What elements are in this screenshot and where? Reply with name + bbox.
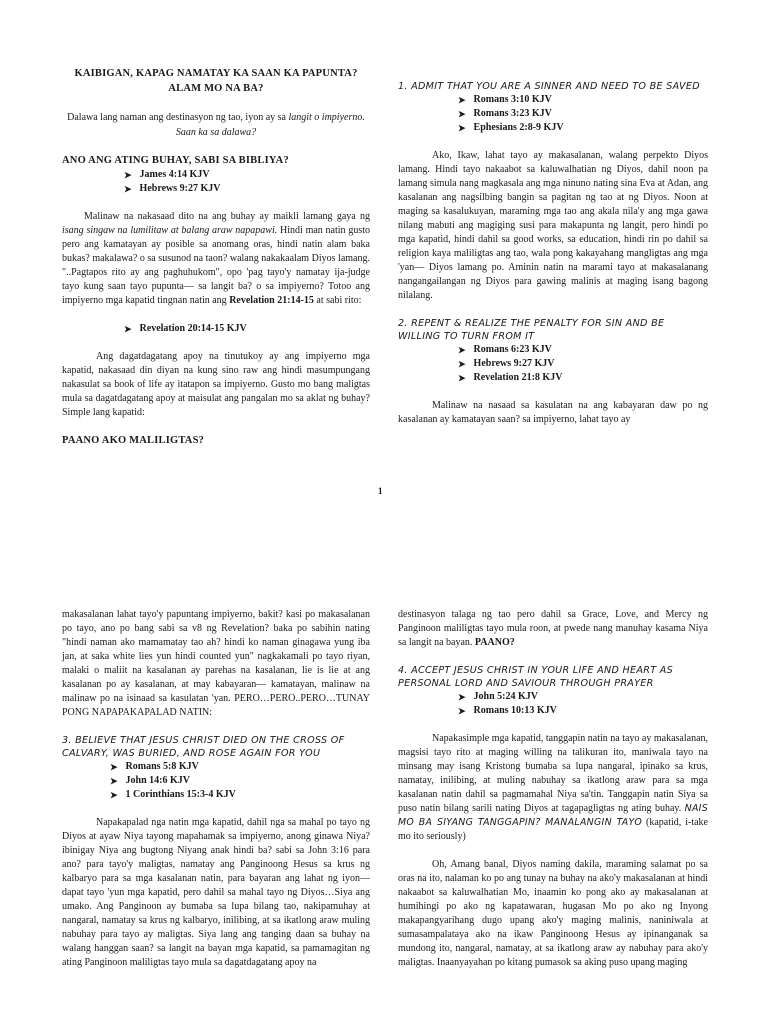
page2-left-column — [62, 608, 370, 970]
step-4-heading: 4. ACCEPT JESUS CHRIST IN YOUR LIFE AND HEART AS PERSONAL LORD AND SAVIOUR THROUGH PRAYER — [398, 665, 673, 689]
section-heading-life: ANO ANG ATING BUHAY, SABI SA BIBLIYA? — [62, 155, 289, 166]
document-title: KAIBIGAN, KAPAG NAMATAY KA SAAN KA PAPUNTA? ALAM MO NA BA? — [74, 68, 358, 94]
step-3-heading: 3. BELIEVE THAT JESUS CHRIST DIED ON THE CROSS OF CALVARY, WAS BURIED, AND ROSE AGAIN FOR YOU — [62, 735, 345, 759]
arrowhead-bullet-icon: ➤ — [458, 692, 466, 702]
reference-item: ➤ Romans 10:13 KJV — [458, 705, 557, 716]
arrowhead-bullet-icon: ➤ — [124, 184, 132, 194]
arrowhead-bullet-icon: ➤ — [458, 373, 466, 383]
paragraph: Ang dagatdagatang apoy na tinutukoy ay ang impiyerno mga kapatid, nakasaad din diyan na kung sino raw ang hindi masumpungang nakasulat sa book of life ay itatapon sa impiyerno. Gusto mo bang maligtas mula sa dagatdagatang apoy at maisulat ang pangalan mo sa aklat ng buhay? Simple lang kapatid: — [62, 351, 370, 418]
arrowhead-bullet-icon: ➤ — [458, 109, 466, 119]
section-heading-how: PAANO AKO MALILIGTAS? — [62, 435, 205, 446]
page1-right-column — [398, 80, 708, 427]
paragraph: Napakapalad nga natin mga kapatid, dahil nga sa mahal po tayo ng Diyos at ayaw Niya tayong mapahamak sa impiyerno, anong ginawa Niya? ibinigay Niya ang bugtong Niyang anak hindi ba? sabi sa John 3:16 para ano? para tayo'y maligtas, namatay ang Panginoong Hesus sa krus ng kalbaryo para sa mga kasalanan natin, para bayaran ang lahat ng iyon— dapat tayo 'yun mga kapatid, pero dahil sa mahal tayo ng Diyos…Siya ang umako. Ang Panginoon ay bumaba sa lupa bilang tao, nakipamuhay at nangaral, namatay sa krus ng kalbaryo, inilibing, at sa ikatlong araw muling nabuhay para tayo ay maligtas. Siya lang ang tanging daan sa buhay na walang hanggan saan? sa langit na bayan mga kapatid, sa pamamagitan ng ating Panginoon maliligtas tayo mula sa dagatdagatang apoy na — [62, 817, 370, 968]
reference-item: ➤ Revelation 20:14-15 KJV — [124, 323, 247, 334]
prayer-paragraph: Oh, Amang banal, Diyos naming dakila, maraming salamat po sa oras na ito, nalaman ko po ang tunay na buhay na ako'y makasalanan at hindi nakaabot sa kaluwalhatian Mo, inaamin ko pong ako ay makasalanan at humihingi po ako ng kapatawaran, hugasan Mo po ako ng Inyong makapangyarihang dugo upang ako'y maging malinis, naniniwala at sumasampalataya ako na ikaw Panginoong Hesus ay ipinanganak sa mundong ito, nangaral, namatay, at sa ikatlong araw ay nabuhay para ako'y maligtas. Inaanyayahan po kitang pumasok sa aking puso upang maging — [398, 859, 708, 968]
page-gap — [0, 512, 768, 540]
step-2-heading: 2. REPENT & REALIZE THE PENALTY FOR SIN AND BE WILLING TO TURN FROM IT — [398, 318, 665, 342]
arrowhead-bullet-icon: ➤ — [110, 776, 118, 786]
paragraph: Napakasimple mga kapatid, tanggapin natin na tayo ay makasalanan, magsisi tayo rito at maging willing na talikuran ito, maniwala tayo na minsang may isang Kristong bumaba sa lupa nangaral, ipinako sa krus, namatay, inilibing, at muling nabuhay sa ikatlong araw para sa mga kasalanan natin dahil sa pagmamahal Niya sa'tin. Tanggapin natin Siya sa puso natin bilang sarili nating Diyos at tagapagligtas ng ating buhay. NAIS MO BA SIYANG TANGGAPIN? MANALANGIN TAYO (kapatid, i-take mo ito seriously) — [398, 733, 709, 842]
reference-item: ➤ 1 Corinthians 15:3-4 KJV — [110, 789, 236, 800]
arrowhead-bullet-icon: ➤ — [124, 170, 132, 180]
reference-item: ➤ Romans 5:8 KJV — [110, 761, 199, 772]
arrowhead-bullet-icon: ➤ — [110, 762, 118, 772]
arrowhead-bullet-icon: ➤ — [458, 706, 466, 716]
page-number: 1 — [378, 486, 383, 496]
paragraph: destinasyon talaga ng tao pero dahil sa Grace, Love, and Mercy ng Panginoon maliligtas tayo mula roon, at pwede nang manuhay kasama Niya sa langit na bayan. PAANO? — [398, 609, 708, 648]
reference-item: ➤ Romans 3:23 KJV — [458, 108, 552, 119]
reference-item: ➤ Romans 3:10 KJV — [458, 94, 552, 105]
reference-item: ➤ Ephesians 2:8-9 KJV — [458, 122, 564, 133]
reference-list — [124, 168, 370, 196]
reference-item: ➤ James 4:14 KJV — [124, 169, 210, 180]
reference-list — [124, 322, 370, 336]
reference-list — [458, 690, 708, 718]
arrowhead-bullet-icon: ➤ — [110, 790, 118, 800]
reference-item: ➤ Hebrews 9:27 KJV — [458, 358, 555, 369]
step-1-heading: 1. ADMIT THAT YOU ARE A SINNER AND NEED TO BE SAVED — [398, 81, 700, 92]
reference-item: ➤ Hebrews 9:27 KJV — [124, 183, 221, 194]
paragraph: Ako, Ikaw, lahat tayo ay makasalanan, walang perpekto Diyos lamang. Hindi tayo nakaabot sa kaluwalhatian ng Diyos, dahil noon pa lamang simula nang magkasala ang mga ninuno nating sina Eva at Adan, ang kasalanan ang nagsilbing bangin sa pagitan ng tao at ng Diyos. Noon at maging sa kasalukuyan, maraming mga tao ang akala nila'y ang mga gawa nilang mabuti ang magiging susi para makapunta ng langit, pero hindi po mga kapatid, hindi dahil sa good works, sa education, hindi rin po dahil sa religion kaya maliligtas ang tao, wala pong kakayahang mangligtas ang mga 'yan— Diyos lamang po. Aminin natin na marami tayo at makasalanang nangangailangan ng Diyos para gawing malinis at maging isang bagong nilalang. — [398, 150, 708, 301]
page1-left-column — [62, 66, 370, 448]
arrowhead-bullet-icon: ➤ — [458, 95, 466, 105]
reference-item: ➤ Revelation 21:8 KJV — [458, 372, 563, 383]
reference-item: ➤ John 14:6 KJV — [110, 775, 190, 786]
reference-item: ➤ Romans 6:23 KJV — [458, 344, 552, 355]
intro-text: Dalawa lang naman ang destinasyon ng tao, iyon ay sa langit o impiyerno. Saan ka sa dalawa? — [67, 112, 365, 138]
paragraph: makasalanan lahat tayo'y papuntang impiyerno, bakit? kasi po makasalanan po tayo, ano po bang sabi sa v8 ng Revelation? baka po sabihin nating "hindi naman ako mamamatay tao ah? hindi ko naman ginagawa yung iba jan, at saka white lies yun hindi counted yun" nagkakamali po tayo riyan, malaki o maliit na kasalanan ay parehas na kasalanan, lie is lie at ang kasalanan po ay kasalanan, at may kabayaran— kamatayan, malinaw na malinaw po na isinaad sa kasulatan 'yan. PERO…PERO..PERO…TUNAY PONG NAPAPAKAPALAD NATIN: — [62, 609, 370, 718]
paragraph: Malinaw na nakasaad dito na ang buhay ay maikli lamang gaya ng isang singaw na lumilitaw at balang araw napapawi. Hindi man natin gusto pero ang kamatayan ay posible sa anomang oras, hindi natin alam baka bukas? makalawa? o sa susunod na taon? walang nakakaalam Diyos lamang. "..Pagtapos rito ay ang paghuhukom", opo 'pag tayo'y namatay ija-judge tayo kung saan tayo pupunta— sa langit ba? o sa impiyerno? Totoo ang impiyerno mga kapatid tingnan natin ang Revelation 21:14-15 at sabi rito: — [62, 211, 370, 306]
reference-list — [458, 93, 708, 135]
arrowhead-bullet-icon: ➤ — [458, 345, 466, 355]
arrowhead-bullet-icon: ➤ — [124, 324, 132, 334]
page-2 — [0, 540, 768, 1024]
page2-right-column — [398, 608, 708, 970]
arrowhead-bullet-icon: ➤ — [458, 123, 466, 133]
reference-list — [458, 343, 708, 385]
reference-item: ➤ John 5:24 KJV — [458, 691, 538, 702]
arrowhead-bullet-icon: ➤ — [458, 359, 466, 369]
reference-list — [110, 760, 370, 802]
paragraph: Malinaw na nasaad sa kasulatan na ang kabayaran daw po ng kasalanan ay kamatayan saan? sa impiyerno, lahat tayo ay — [398, 400, 708, 425]
